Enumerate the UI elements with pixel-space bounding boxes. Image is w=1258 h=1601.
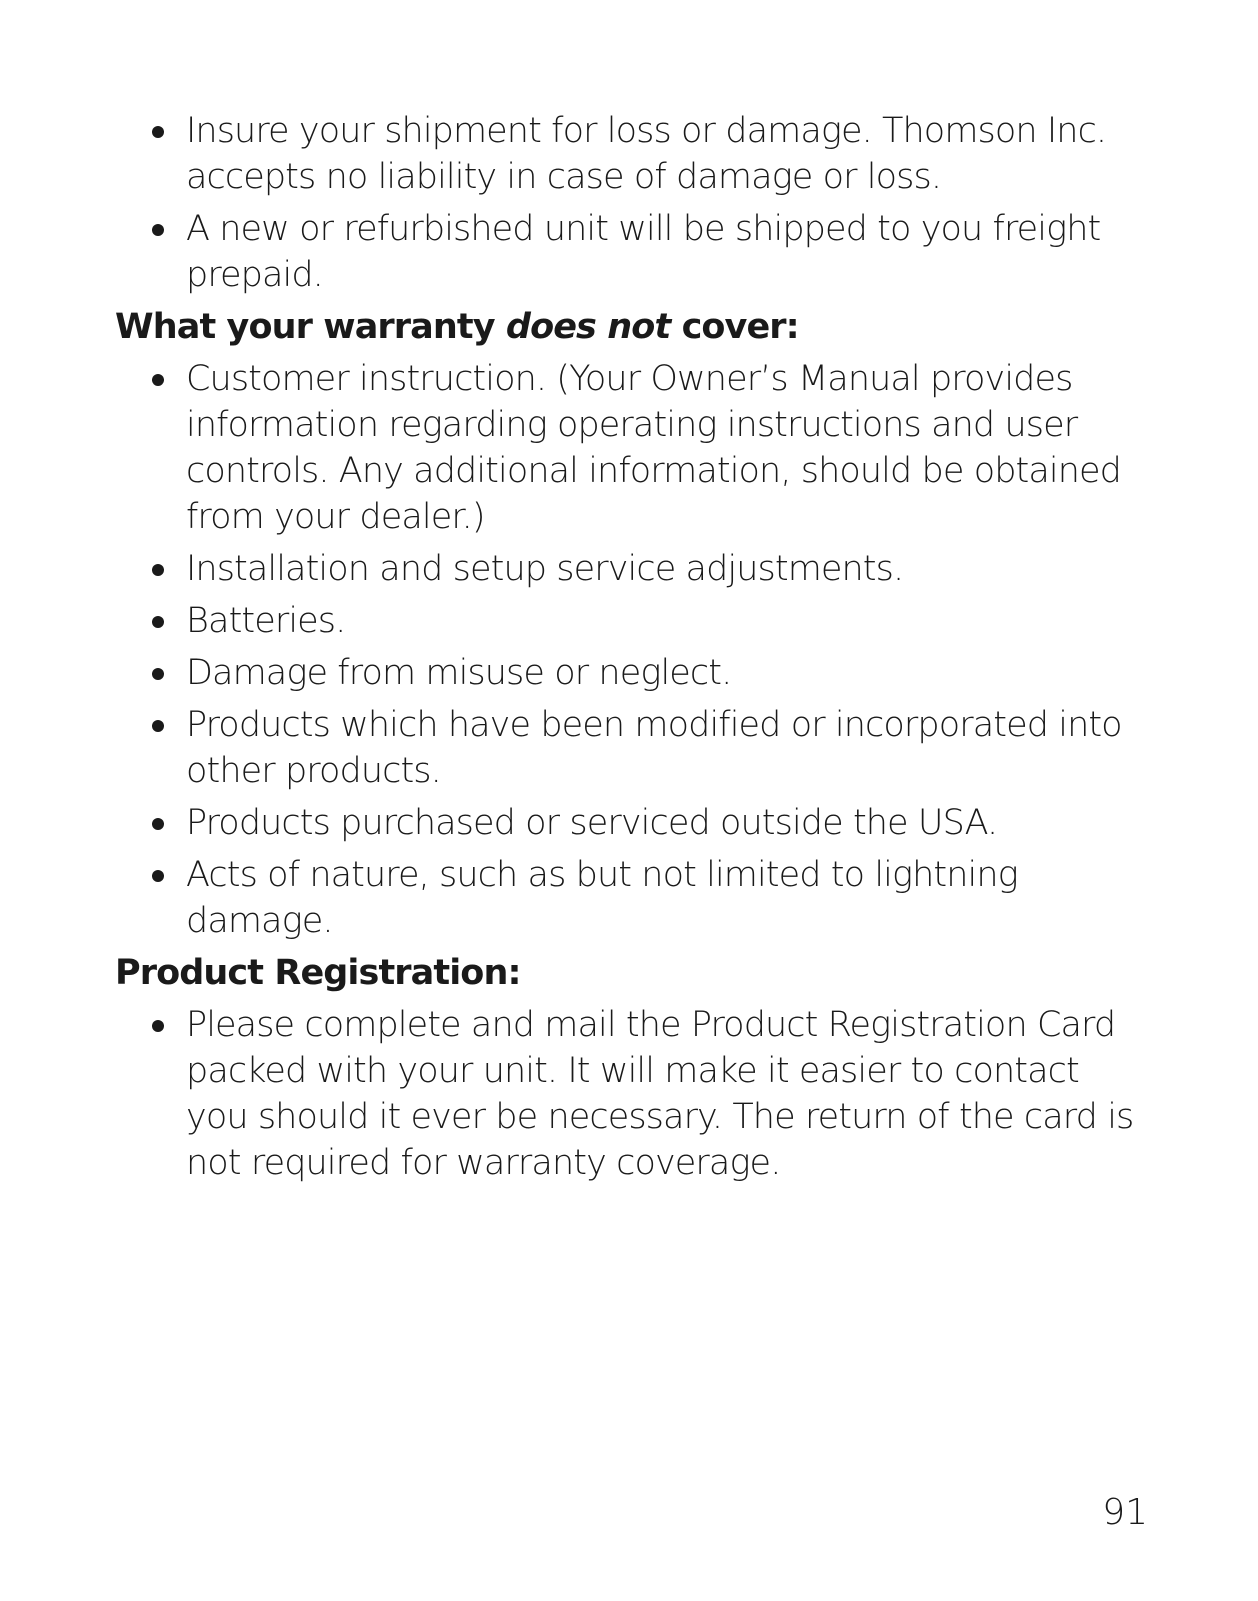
- list-item: [186, 852, 1146, 944]
- bullet-icon: [152, 126, 164, 138]
- list-item: [186, 598, 1146, 644]
- list-item: [186, 108, 1146, 200]
- bullet-icon: [152, 818, 164, 830]
- list-item: [186, 546, 1146, 592]
- bullet-icon: [152, 224, 164, 236]
- list-item: [186, 702, 1146, 794]
- list-item: [186, 800, 1146, 846]
- list-item-text: Damage from misuse or neglect.: [186, 653, 732, 693]
- list-item-text: Insure your shipment for loss or damage. Thomson Inc. accepts no liability in case of damage or loss.: [186, 111, 1107, 197]
- bullet-icon: [152, 616, 164, 628]
- list-item: [186, 1002, 1146, 1186]
- list-item-text: Acts of nature, such as but not limited to lightning damage.: [186, 855, 1018, 941]
- bullet-icon: [152, 564, 164, 576]
- not-covered-heading: [115, 304, 1258, 350]
- list-item-text: A new or refurbished unit will be shipped to you freight prepaid.: [186, 209, 1101, 295]
- heading-emphasis: does not: [505, 307, 671, 347]
- bullet-icon: [152, 1020, 164, 1032]
- bullet-icon: [152, 870, 164, 882]
- page-content: [0, 108, 1258, 1192]
- bullet-icon: [152, 668, 164, 680]
- list-item-text: Customer instruction. (Your Owner’s Manual provides information regarding operating instructions and user controls. Any additional information, should be obtained from your dealer.): [186, 359, 1121, 537]
- heading-part: What your warranty: [115, 307, 506, 347]
- registration-list: [0, 1002, 1258, 1186]
- bullet-icon: [152, 720, 164, 732]
- list-item-text: Products which have been modified or incorporated into other products.: [186, 705, 1122, 791]
- page-number: 91: [1102, 1492, 1148, 1533]
- list-item-text: Installation and setup service adjustments.: [186, 549, 904, 589]
- shipping-list: [0, 108, 1258, 298]
- list-item-text: Batteries.: [186, 601, 346, 641]
- bullet-icon: [152, 374, 164, 386]
- heading-part: cover:: [670, 307, 799, 347]
- list-item: [186, 650, 1146, 696]
- list-item-text: Products purchased or serviced outside the USA.: [186, 803, 998, 843]
- not-covered-list: [0, 356, 1258, 944]
- list-item: [186, 356, 1146, 540]
- list-item: [186, 206, 1146, 298]
- list-item-text: Please complete and mail the Product Registration Card packed with your unit. It will make it easier to contact you should it ever be necessary. The return of the card is not required for warranty coverage.: [186, 1005, 1134, 1183]
- registration-heading: Product Registration:: [115, 953, 521, 993]
